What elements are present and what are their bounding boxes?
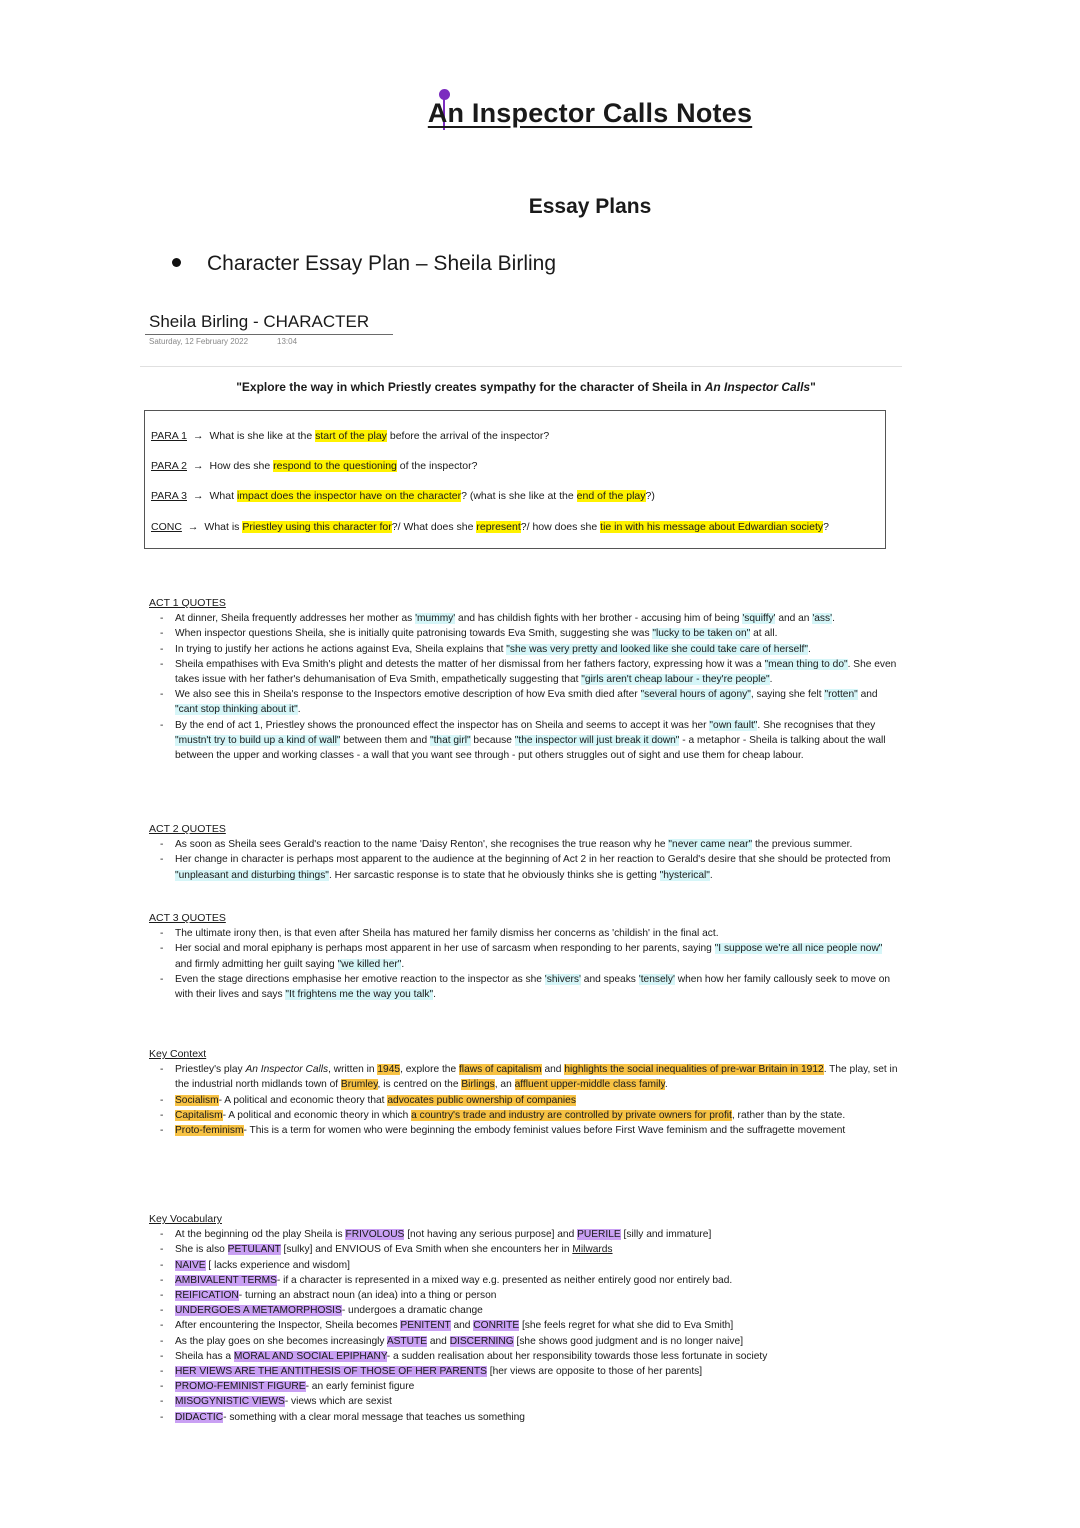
- text-run: , explore the: [400, 1064, 459, 1076]
- highlighted-text: represent: [476, 521, 521, 533]
- list-item: [149, 642, 899, 657]
- list-item: [149, 837, 899, 852]
- highlighted-text: UNDERGOES A METAMORPHOSIS: [175, 1305, 342, 1317]
- text-run: - undergoes a dramatic change: [341, 1305, 483, 1317]
- divider: [140, 366, 902, 367]
- text-run: before the arrival of the inspector?: [386, 430, 550, 442]
- text-run: [sulky] and ENVIOUS of Eva Smith when she encounters her in: [280, 1244, 573, 1256]
- section-heading: ACT 2 QUOTES: [149, 823, 226, 835]
- list-item: [149, 626, 899, 641]
- highlighted-text: Proto-feminism: [175, 1125, 244, 1137]
- plan-row: [151, 460, 477, 472]
- bullet-icon: [172, 258, 181, 267]
- text-run: Milwards: [572, 1244, 613, 1256]
- text-run: and speaks: [580, 973, 639, 985]
- highlighted-text: 'shivers': [544, 973, 581, 985]
- highlighted-text: impact does the inspector have on the character: [236, 490, 462, 502]
- text-run: How des she: [209, 460, 274, 472]
- arrow-right-icon: →: [193, 430, 204, 442]
- text-run: . Her sarcastic response is to state that he obviously thinks she is getting: [328, 869, 660, 881]
- text-run: at all.: [750, 628, 778, 640]
- page-title: An Inspector Calls Notes: [427, 98, 753, 128]
- notes-section: [149, 822, 899, 883]
- text-run: - views which are sexist: [284, 1396, 392, 1408]
- list-item: [149, 1410, 899, 1425]
- highlighted-text: end of the play: [576, 490, 646, 502]
- text-run: .: [709, 869, 713, 881]
- highlighted-text: "rotten": [824, 689, 858, 701]
- bullet-list: [149, 1062, 899, 1138]
- plan-row: [151, 490, 655, 502]
- highlighted-text: "she was very pretty and looked like she could take care of herself": [506, 643, 808, 655]
- list-item: [149, 972, 899, 1002]
- list-item: [149, 1303, 899, 1318]
- text-run: An Inspector Calls: [245, 1064, 329, 1076]
- plan-row: [151, 521, 829, 533]
- text-run: - A political and economic theory in which: [222, 1109, 412, 1121]
- text-run: [her views are opposite to those of her parents]: [486, 1366, 703, 1378]
- text-run: .: [807, 643, 811, 655]
- section-heading: Key Vocabulary: [149, 1213, 222, 1225]
- notes-section: [149, 911, 899, 1002]
- list-item: [149, 718, 899, 764]
- notes-section: [149, 596, 899, 763]
- text-run: In trying to justify her actions he actions against Eva, Sheila explains that: [175, 643, 507, 655]
- question-text: "Explore the way in which Priestly creates sympathy for the character of Sheila in: [236, 380, 705, 394]
- highlighted-text: "I suppose we're all nice people now": [714, 943, 883, 955]
- text-run: Her social and moral epiphany is perhaps most apparent in her use of sarcasm when responding to her parents, saying: [175, 943, 715, 955]
- list-item: [149, 1379, 899, 1394]
- highlighted-text: PENITENT: [400, 1320, 451, 1332]
- plan-row-label: CONC: [151, 521, 182, 533]
- text-run: As soon as Sheila sees Gerald's reaction to the name 'Daisy Renton', she recognises the true reason why he: [175, 839, 669, 851]
- text-run: [she feels regret for what she did to Eva Smith]: [519, 1320, 734, 1332]
- text-run: . The play, set in the industrial north midlands town of: [175, 1064, 898, 1091]
- text-run: . She recognises that they: [757, 719, 876, 731]
- list-item: [149, 1349, 899, 1364]
- text-run: and: [541, 1064, 565, 1076]
- text-run: the previous summer.: [752, 839, 853, 851]
- section-heading: Key Context: [149, 1048, 207, 1060]
- text-run: , rather than by the state.: [731, 1109, 846, 1121]
- text-run: - A political and economic theory that: [218, 1094, 388, 1106]
- text-run: After encountering the Inspector, Sheila becomes: [175, 1320, 401, 1332]
- note-title-underline: [145, 334, 393, 335]
- list-item: [149, 1062, 899, 1092]
- highlighted-text: CONRITE: [473, 1320, 520, 1332]
- note-time: 13:04: [277, 337, 298, 346]
- highlighted-text: "mean thing to do": [764, 658, 848, 670]
- text-run: What is she like at the: [209, 430, 316, 442]
- highlighted-text: "unpleasant and disturbing things": [175, 869, 329, 881]
- essay-question: [0, 380, 1052, 394]
- text-run: between them and: [340, 734, 430, 746]
- bullet-list: [149, 837, 899, 883]
- highlighted-text: 'tensely': [638, 973, 675, 985]
- text-run: Even the stage directions emphasise her emotive reaction to the inspector as she: [175, 973, 545, 985]
- arrow-right-icon: →: [193, 460, 204, 472]
- highlighted-text: affluent upper-middle class family: [514, 1079, 665, 1091]
- text-run: - This is a term for women who were beginning the embody feminist values before First Wave feminism and the suffragette movement: [243, 1125, 846, 1137]
- text-run: and has childish fights with her brother - accusing him of being: [455, 613, 743, 625]
- highlighted-text: 'mummy': [415, 613, 456, 625]
- text-run: - a metaphor - Sheila is talking about the wall between the upper and working classes - a wall that you want see through - put others struggles out of sight and use them for cheap labour.: [175, 734, 886, 762]
- text-run: .: [297, 704, 301, 716]
- text-run: Sheila has a: [175, 1350, 234, 1362]
- highlighted-text: "cant stop thinking about it": [175, 704, 298, 716]
- list-item: [149, 1227, 899, 1242]
- highlighted-text: start of the play: [315, 430, 387, 442]
- question-close: ": [810, 380, 816, 394]
- section-heading: ACT 3 QUOTES: [149, 912, 226, 924]
- note-title: Sheila Birling - CHARACTER: [149, 312, 370, 331]
- text-run: .: [664, 1079, 668, 1091]
- section-heading: Essay Plans: [528, 195, 652, 218]
- text-run: and firmly admitting her guilt saying: [175, 958, 338, 970]
- highlighted-text: FRIVOLOUS: [345, 1229, 405, 1241]
- highlighted-text: ASTUTE: [386, 1335, 428, 1347]
- text-run: ?): [645, 490, 655, 502]
- bullet-list: [149, 611, 899, 763]
- highlighted-text: tie in with his message about Edwardian society: [600, 521, 824, 533]
- highlighted-text: 1945: [377, 1064, 401, 1076]
- list-item: [149, 1242, 899, 1257]
- highlighted-text: 'squiffy': [742, 613, 776, 625]
- text-run: and: [427, 1335, 450, 1347]
- list-item: [149, 1394, 899, 1409]
- text-run: - if a character is represented in a mixed way e.g. presented as neither entirely good nor entirely bad.: [276, 1274, 733, 1286]
- plan-row-label: PARA 1: [151, 430, 187, 442]
- text-run: .: [769, 674, 773, 686]
- list-item: [149, 852, 899, 882]
- text-run: ?: [823, 521, 829, 533]
- note-date: Saturday, 12 February 2022: [149, 337, 249, 346]
- highlighted-text: advocates public ownership of companies: [387, 1094, 576, 1106]
- bullet-heading: [172, 252, 556, 276]
- text-run: [not having any serious purpose] and: [404, 1229, 578, 1241]
- list-item: [149, 1093, 899, 1108]
- text-run: ?/ What does she: [391, 521, 477, 533]
- text-run: - turning an abstract noun (an idea) into a thing or person: [238, 1290, 497, 1302]
- highlighted-text: PUERILE: [577, 1229, 621, 1241]
- text-run: [she shows good judgment and is no longer naive]: [513, 1335, 744, 1347]
- text-run: .: [433, 989, 436, 1001]
- text-run: - a sudden realisation about her responsibility towards those less fortunate in society: [386, 1350, 768, 1362]
- text-run: . She even takes issue with her father's dehumanisation of Eva Smith, empathetically suggesting that: [175, 658, 897, 686]
- list-item: [149, 941, 899, 971]
- highlighted-text: "never came near": [668, 839, 753, 851]
- highlighted-text: respond to the questioning: [273, 460, 397, 472]
- highlighted-text: PETULANT: [227, 1244, 281, 1256]
- highlighted-text: HER VIEWS ARE THE ANTITHESIS OF THOSE OF HER PARENTS: [175, 1366, 487, 1378]
- text-run: Priestley's play: [175, 1064, 246, 1076]
- highlighted-text: NAIVE: [175, 1259, 206, 1271]
- highlighted-text: Priestley using this character for: [242, 521, 392, 533]
- list-item: [149, 1288, 899, 1303]
- highlighted-text: "It frightens me the way you talk": [285, 989, 434, 1001]
- highlighted-text: DIDACTIC: [175, 1411, 224, 1423]
- notes-section: [149, 1212, 899, 1425]
- highlighted-text: "girls aren't cheap labour - they're people": [581, 674, 770, 686]
- list-item: [149, 1364, 899, 1379]
- highlighted-text: "own fault": [709, 719, 758, 731]
- list-item: [149, 657, 899, 687]
- list-item: [149, 1334, 899, 1349]
- highlighted-text: AMBIVALENT TERMS: [175, 1274, 277, 1286]
- highlighted-text: Brumley: [340, 1079, 378, 1091]
- text-run: Sheila empathises with Eva Smith's plight and detests the matter of her dismissal from her fathers factory, expressing how it was a: [175, 658, 765, 670]
- text-run: .: [401, 958, 405, 970]
- text-run: because: [470, 734, 515, 746]
- highlighted-text: "mustn't try to build up a kind of wall": [175, 734, 341, 746]
- plan-row-label: PARA 3: [151, 490, 187, 502]
- highlighted-text: "several hours of agony": [640, 689, 751, 701]
- text-run: when how her family callously seek to move on with their lives and says: [175, 973, 891, 1001]
- text-run: At the beginning od the play Sheila is: [175, 1229, 346, 1241]
- bullet-list: [149, 926, 899, 1002]
- text-run: At dinner, Sheila frequently addresses her mother as: [175, 613, 416, 625]
- text-run: As the play goes on she becomes increasingly: [175, 1335, 387, 1347]
- bullet-list: [149, 1227, 899, 1425]
- highlighted-text: "hysterical": [659, 869, 710, 881]
- highlighted-text: 'ass': [812, 613, 833, 625]
- text-run: , is centred on the: [377, 1079, 462, 1091]
- text-run: ?/ how does she: [520, 521, 601, 533]
- text-run: What: [209, 490, 237, 502]
- text-run: [ lacks experience and wisdom]: [205, 1259, 350, 1271]
- list-item: [149, 1123, 899, 1138]
- text-run: , an: [494, 1079, 515, 1091]
- highlighted-text: Birlings: [461, 1079, 495, 1091]
- text-run: The ultimate irony then, is that even after Sheila has matured her family dismiss her concerns as 'childish' in the final act.: [175, 928, 719, 940]
- plan-row-label: PARA 2: [151, 460, 187, 472]
- highlighted-text: "that girl": [429, 734, 471, 746]
- highlighted-text: MORAL AND SOCIAL EPIPHANY: [233, 1350, 387, 1362]
- list-item: [149, 1273, 899, 1288]
- text-run: and: [857, 689, 878, 701]
- list-item: [149, 687, 899, 717]
- text-run: We also see this in Sheila's response to the Inspectors emotive description of how Eva smith died after: [175, 689, 641, 701]
- question-play-title: An Inspector Calls: [704, 380, 811, 394]
- highlighted-text: REIFICATION: [175, 1290, 239, 1302]
- highlighted-text: flaws of capitalism: [458, 1064, 542, 1076]
- highlighted-text: "we killed her": [337, 958, 402, 970]
- text-run: - an early feminist figure: [305, 1381, 415, 1393]
- text-run: , written in: [328, 1064, 378, 1076]
- highlighted-text: "lucky to be taken on": [652, 628, 751, 640]
- notes-section: [149, 1047, 899, 1138]
- text-run: and: [450, 1320, 474, 1332]
- text-run: and an: [775, 613, 813, 625]
- plan-row: [151, 430, 549, 442]
- arrow-right-icon: →: [187, 521, 199, 533]
- highlighted-text: DISCERNING: [449, 1335, 514, 1347]
- text-run: .: [832, 613, 835, 625]
- list-item: [149, 1108, 899, 1123]
- essay-plan-box: [144, 410, 886, 549]
- highlighted-text: highlights the social inequalities of pre-war Britain in 1912: [564, 1064, 824, 1076]
- highlighted-text: a country's trade and industry are controlled by private owners for profit: [411, 1109, 732, 1121]
- text-run: By the end of act 1, Priestley shows the pronounced effect the inspector has on Sheila and seems to accept it was her: [175, 719, 710, 731]
- list-item: [149, 926, 899, 941]
- text-run: When inspector questions Sheila, she is initially quite patronising towards Eva Smith, suggesting she was: [175, 628, 653, 640]
- list-item: [149, 1258, 899, 1273]
- bullet-heading-text: Character Essay Plan – Sheila Birling: [207, 252, 557, 275]
- list-item: [149, 611, 899, 626]
- text-run: ? (what is she like at the: [461, 490, 577, 502]
- highlighted-text: PROMO-FEMINIST FIGURE: [175, 1381, 306, 1393]
- list-item: [149, 1318, 899, 1333]
- text-run: , saying she felt: [750, 689, 825, 701]
- text-run: of the inspector?: [396, 460, 478, 472]
- text-run: What is: [204, 521, 243, 533]
- text-run: She is also: [175, 1244, 228, 1256]
- text-run: [silly and immature]: [620, 1229, 712, 1241]
- highlighted-text: Socialism: [175, 1094, 219, 1106]
- text-run: - something with a clear moral message that teaches us something: [223, 1411, 525, 1423]
- text-run: Her change in character is perhaps most apparent to the audience at the beginning of Act 2 in her reaction to Gerald's desire that she should be protected from: [175, 854, 891, 866]
- section-heading: ACT 1 QUOTES: [149, 597, 226, 609]
- arrow-right-icon: →: [193, 490, 204, 502]
- highlighted-text: MISOGYNISTIC VIEWS: [175, 1396, 285, 1408]
- highlighted-text: Capitalism: [175, 1109, 223, 1121]
- highlighted-text: "the inspector will just break it down": [514, 734, 680, 746]
